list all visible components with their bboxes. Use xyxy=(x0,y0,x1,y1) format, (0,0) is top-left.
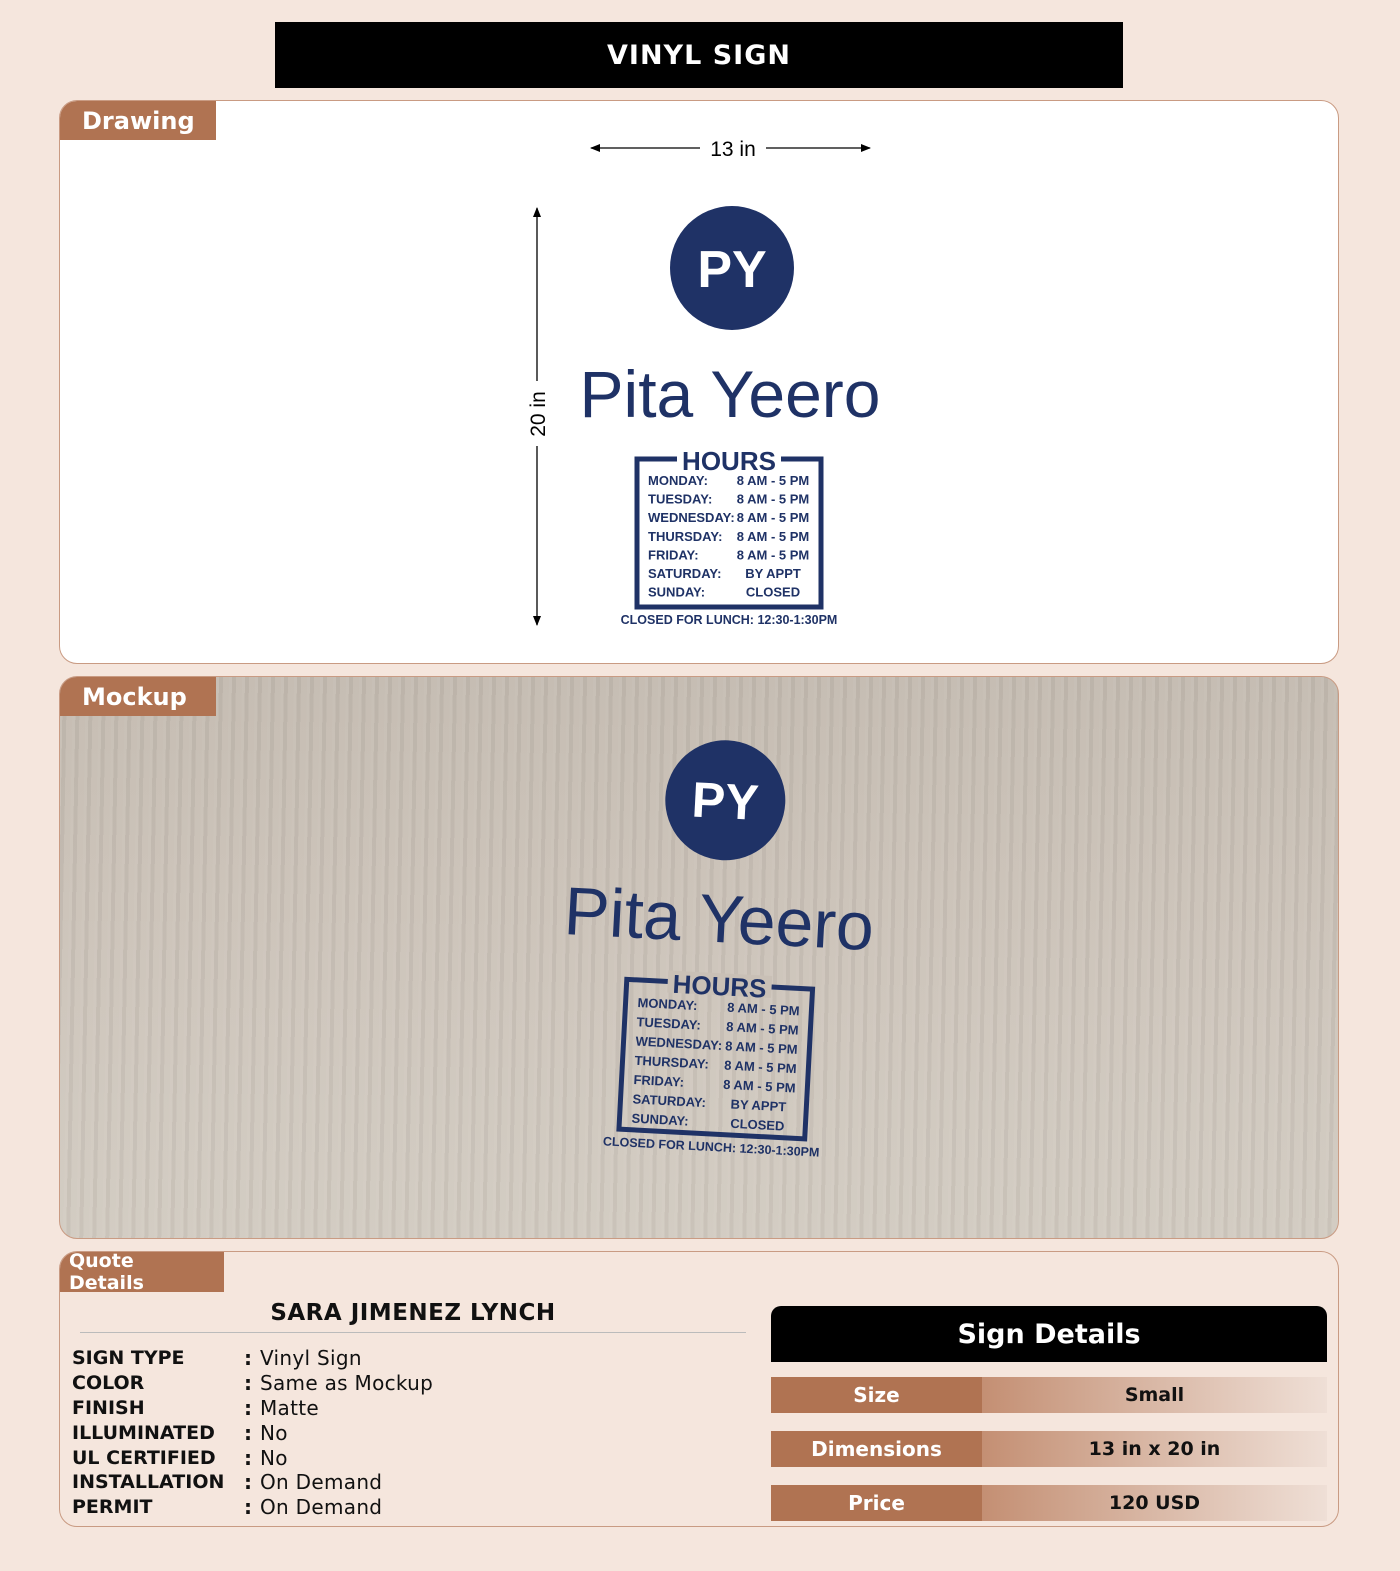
hours-time: 8 AM - 5 PM xyxy=(736,491,810,507)
mockup-hours-title: HOURS xyxy=(671,968,768,1004)
drawing-panel xyxy=(59,100,1339,664)
drawing-canvas xyxy=(60,101,1339,664)
detail-value: Small xyxy=(982,1377,1327,1413)
hours-day: FRIDAY: xyxy=(648,547,699,563)
spec-label: PERMIT xyxy=(72,1496,153,1519)
width-label: 13 in xyxy=(710,138,756,161)
hours-time: 8 AM - 5 PM xyxy=(736,547,810,563)
hours-day: MONDAY: xyxy=(648,473,708,488)
detail-key: Price xyxy=(771,1485,982,1521)
hours-day: MONDAY: xyxy=(637,994,698,1014)
height-label: 20 in xyxy=(527,391,550,437)
detail-key: Dimensions xyxy=(771,1431,982,1467)
sign-details-header: Sign Details xyxy=(771,1306,1327,1362)
spec-label: UL CERTIFIED xyxy=(72,1446,216,1469)
lunch-note: CLOSED FOR LUNCH: 12:30-1:30PM xyxy=(620,613,838,627)
spec-value: On Demand xyxy=(260,1495,383,1520)
hours-day: SUNDAY: xyxy=(648,584,706,600)
spec-row: INSTALLATION : On Demand xyxy=(72,1470,383,1495)
spec-value: Matte xyxy=(260,1395,319,1420)
hours-day: FRIDAY: xyxy=(633,1072,685,1090)
mockup-lunch-note: CLOSED FOR LUNCH: 12:30-1:30PM xyxy=(602,1134,820,1160)
spec-label: ILLUMINATED xyxy=(72,1421,215,1444)
hours-list xyxy=(648,473,809,600)
spec-value: Vinyl Sign xyxy=(260,1346,362,1371)
spec-row: FINISH : Matte xyxy=(72,1395,319,1420)
detail-value: 13 in x 20 in xyxy=(982,1431,1327,1467)
hours-day: SATURDAY: xyxy=(648,566,722,581)
detail-key: Size xyxy=(771,1377,982,1413)
spec-value: No xyxy=(260,1445,288,1470)
hours-time: 8 AM - 5 PM xyxy=(723,1057,797,1077)
spec-value: No xyxy=(260,1420,288,1445)
mockup-canvas xyxy=(60,677,1339,1239)
spec-label: INSTALLATION xyxy=(72,1471,225,1494)
spec-value: Same as Mockup xyxy=(260,1371,434,1396)
detail-row-dimensions xyxy=(771,1431,1327,1467)
hours-time: BY APPT xyxy=(745,566,801,581)
hours-time: 8 AM - 5 PM xyxy=(736,510,810,526)
spec-row: SIGN TYPE : Vinyl Sign xyxy=(72,1346,362,1371)
hours-day: WEDNESDAY: xyxy=(635,1033,723,1054)
hours-time: CLOSED xyxy=(745,584,801,600)
sign-artwork xyxy=(580,206,881,627)
hours-time: 8 AM - 5 PM xyxy=(722,1076,796,1096)
hours-day: THURSDAY: xyxy=(648,528,723,544)
hours-day: TUESDAY: xyxy=(648,491,713,507)
mockup-hours-list xyxy=(631,995,800,1134)
hours-time: 8 AM - 5 PM xyxy=(726,999,801,1019)
spec-row: ILLUMINATED : No xyxy=(72,1420,288,1445)
hours-time: 8 AM - 5 PM xyxy=(724,1038,799,1057)
detail-row-size xyxy=(771,1377,1327,1413)
mockup-brand-name: Pita Yeero xyxy=(562,873,876,966)
mockup-panel xyxy=(59,676,1339,1239)
customer-name: SARA JIMENEZ LYNCH xyxy=(80,1300,746,1333)
detail-row-price xyxy=(771,1485,1327,1521)
mockup-sign xyxy=(552,732,883,1162)
hours-time: 8 AM - 5 PM xyxy=(736,473,810,488)
page-title: VINYL SIGN xyxy=(275,22,1123,88)
logo-text: PY xyxy=(697,241,767,299)
spec-list xyxy=(72,1346,433,1520)
spec-label: FINISH xyxy=(72,1396,145,1419)
hours-day: THURSDAY: xyxy=(634,1052,710,1072)
drawing-tab: Drawing xyxy=(60,101,216,140)
hours-day: SUNDAY: xyxy=(631,1110,689,1129)
hours-time: 8 AM - 5 PM xyxy=(736,528,810,544)
hours-day: TUESDAY: xyxy=(636,1014,702,1033)
brand-name: Pita Yeero xyxy=(579,357,881,431)
spec-label: SIGN TYPE xyxy=(72,1347,185,1370)
spec-row: UL CERTIFIED : No xyxy=(72,1445,288,1470)
spec-row: PERMIT : On Demand xyxy=(72,1495,383,1520)
hours-day: SATURDAY: xyxy=(632,1091,707,1111)
spec-row: COLOR : Same as Mockup xyxy=(72,1371,434,1396)
mockup-logo-text: PY xyxy=(690,771,761,831)
quote-tab: Quote Details xyxy=(60,1252,224,1292)
hours-title: HOURS xyxy=(682,446,776,476)
quote-panel xyxy=(59,1251,1339,1527)
spec-label: COLOR xyxy=(72,1372,145,1395)
hours-day: WEDNESDAY: xyxy=(648,510,735,526)
hours-time: CLOSED xyxy=(729,1115,785,1134)
hours-time: 8 AM - 5 PM xyxy=(725,1018,800,1038)
hours-time: BY APPT xyxy=(730,1096,787,1115)
mockup-tab: Mockup xyxy=(60,677,216,716)
detail-value: 120 USD xyxy=(982,1485,1327,1521)
spec-value: On Demand xyxy=(260,1470,383,1495)
